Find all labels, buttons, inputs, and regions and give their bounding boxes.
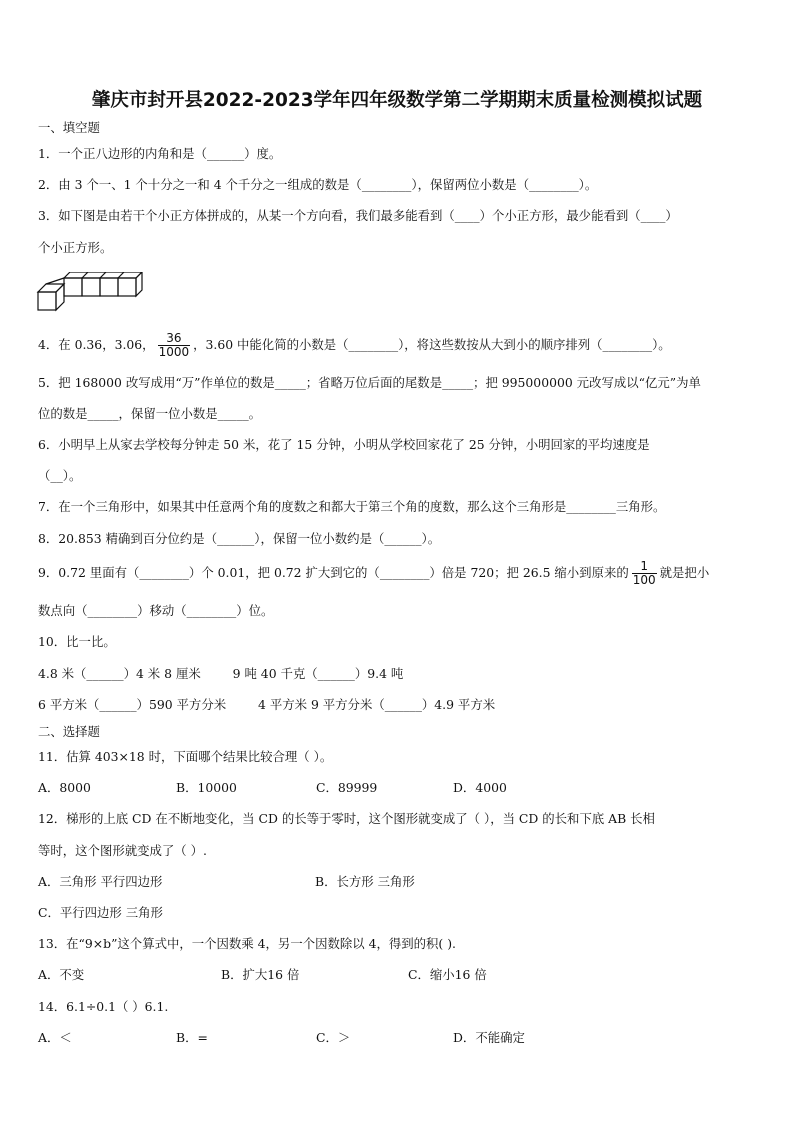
option-c[interactable]: C．89999 xyxy=(316,780,378,795)
question-12-line-1: 12．梯形的上底 CD 在不断地变化，当 CD 的长等于零时，这个图形就变成了（ ），当 CD 的长和下底 AB 长相 xyxy=(38,811,655,826)
question-14: 14．6.1÷0.1（ ）6.1. xyxy=(38,999,169,1014)
question-11-options xyxy=(38,780,758,796)
question-7: 7．在一个三角形中，如果其中任意两个角的度数之和都大于第三个角的度数，那么这个三角形是________三角形。 xyxy=(38,499,666,514)
option-a[interactable]: A．不变 xyxy=(38,967,85,982)
question-5-line-2: 位的数是_____，保留一位小数是_____。 xyxy=(38,406,262,421)
option-d[interactable]: D．不能确定 xyxy=(453,1030,525,1045)
question-6-line-2: （__）。 xyxy=(38,468,82,483)
question-8: 8．20.853 精确到百分位约是（______），保留一位小数约是（______）。 xyxy=(38,531,441,546)
option-b[interactable]: B．= xyxy=(176,1030,208,1045)
question-2: 2．由 3 个一、1 个十分之一和 4 个千分之一组成的数是（________），保留两位小数是（________）。 xyxy=(38,177,598,192)
question-10: 10．比一比。 xyxy=(38,634,116,649)
option-a[interactable]: A．8000 xyxy=(38,780,91,795)
compare-1: 4.8 米（______）4 米 8 厘米 xyxy=(38,666,201,681)
fraction-numerator: 1 xyxy=(632,560,657,574)
option-d[interactable]: D．4000 xyxy=(453,780,507,795)
question-3-line-2: 个小正方形。 xyxy=(38,240,113,255)
option-c[interactable]: C．平行四边形 三角形 xyxy=(38,905,163,920)
question-6-line-1: 6．小明早上从家去学校每分钟走 50 米，花了 15 分钟，小明从学校回家花了 25 分钟，小明回家的平均速度是 xyxy=(38,437,650,452)
question-5-line-1: 5．把 168000 改写成用“万”作单位的数是_____；省略万位后面的尾数是_____；把 995000000 元改写成以“亿元”为单 xyxy=(38,375,701,390)
question-9-line-2: 数点向（________）移动（________）位。 xyxy=(38,603,274,618)
option-a[interactable]: A．＜ xyxy=(38,1030,72,1045)
page-title: 肇庆市封开县2022-2023学年四年级数学第二学期期末质量检测模拟试题 xyxy=(91,90,703,111)
option-b[interactable]: B．扩大16 倍 xyxy=(221,967,300,982)
question-12-options-row-1 xyxy=(38,874,758,890)
option-a[interactable]: A．三角形 平行四边形 xyxy=(38,874,163,889)
compare-3: 6 平方米（______）590 平方分米 xyxy=(38,697,227,712)
option-b[interactable]: B．长方形 三角形 xyxy=(315,874,415,889)
question-1: 1．一个正八边形的内角和是（______）度。 xyxy=(38,146,282,161)
section-choice: 二、选择题 xyxy=(38,724,100,739)
question-14-options xyxy=(38,1030,758,1046)
option-b[interactable]: B．10000 xyxy=(176,780,237,795)
question-3-line-1: 3．如下图是由若干个小正方体拼成的，从某一个方向看，我们最多能看到（____）个小正方形，最少能看到（____） xyxy=(38,208,678,223)
option-c[interactable]: C．＞ xyxy=(316,1030,351,1045)
compare-4: 4 平方米 9 平方分米（______）4.9 平方米 xyxy=(258,697,496,712)
option-c[interactable]: C．缩小16 倍 xyxy=(408,967,487,982)
fraction-36-over-1000 xyxy=(158,332,191,359)
question-9-suffix: 就是把小 xyxy=(659,565,710,580)
question-10-row-2 xyxy=(38,697,495,713)
question-13-options xyxy=(38,967,758,983)
question-9-prefix: 9．0.72 里面有（________）个 0.01，把 0.72 扩大到它的（________）倍是 720；把 26.5 缩小到原来的 xyxy=(38,565,629,580)
fraction-1-over-100 xyxy=(632,560,657,587)
cubes-figure xyxy=(36,272,146,314)
question-4-prefix: 4．在 0.36，3.06， xyxy=(38,337,155,352)
fraction-numerator: 36 xyxy=(158,332,191,346)
section-fill-in: 一、填空题 xyxy=(38,120,100,135)
question-13: 13．在“9×b”这个算式中，一个因数乘 4，另一个因数除以 4，得到的积( ). xyxy=(38,936,456,951)
question-4 xyxy=(38,332,671,359)
question-9-line-1 xyxy=(38,558,709,588)
compare-2: 9 吨 40 千克（______）9.4 吨 xyxy=(232,666,404,681)
question-10-row-1 xyxy=(38,666,403,682)
question-11: 11．估算 403×18 时，下面哪个结果比较合理（ ）。 xyxy=(38,749,333,764)
fraction-denominator: 1000 xyxy=(158,345,190,359)
fraction-denominator: 100 xyxy=(632,573,656,587)
question-4-suffix: ，3.60 中能化简的小数是（________），将这些数按从大到小的顺序排列（________）。 xyxy=(193,337,671,352)
question-12-line-2: 等时，这个图形就变成了（ ）. xyxy=(38,843,207,858)
